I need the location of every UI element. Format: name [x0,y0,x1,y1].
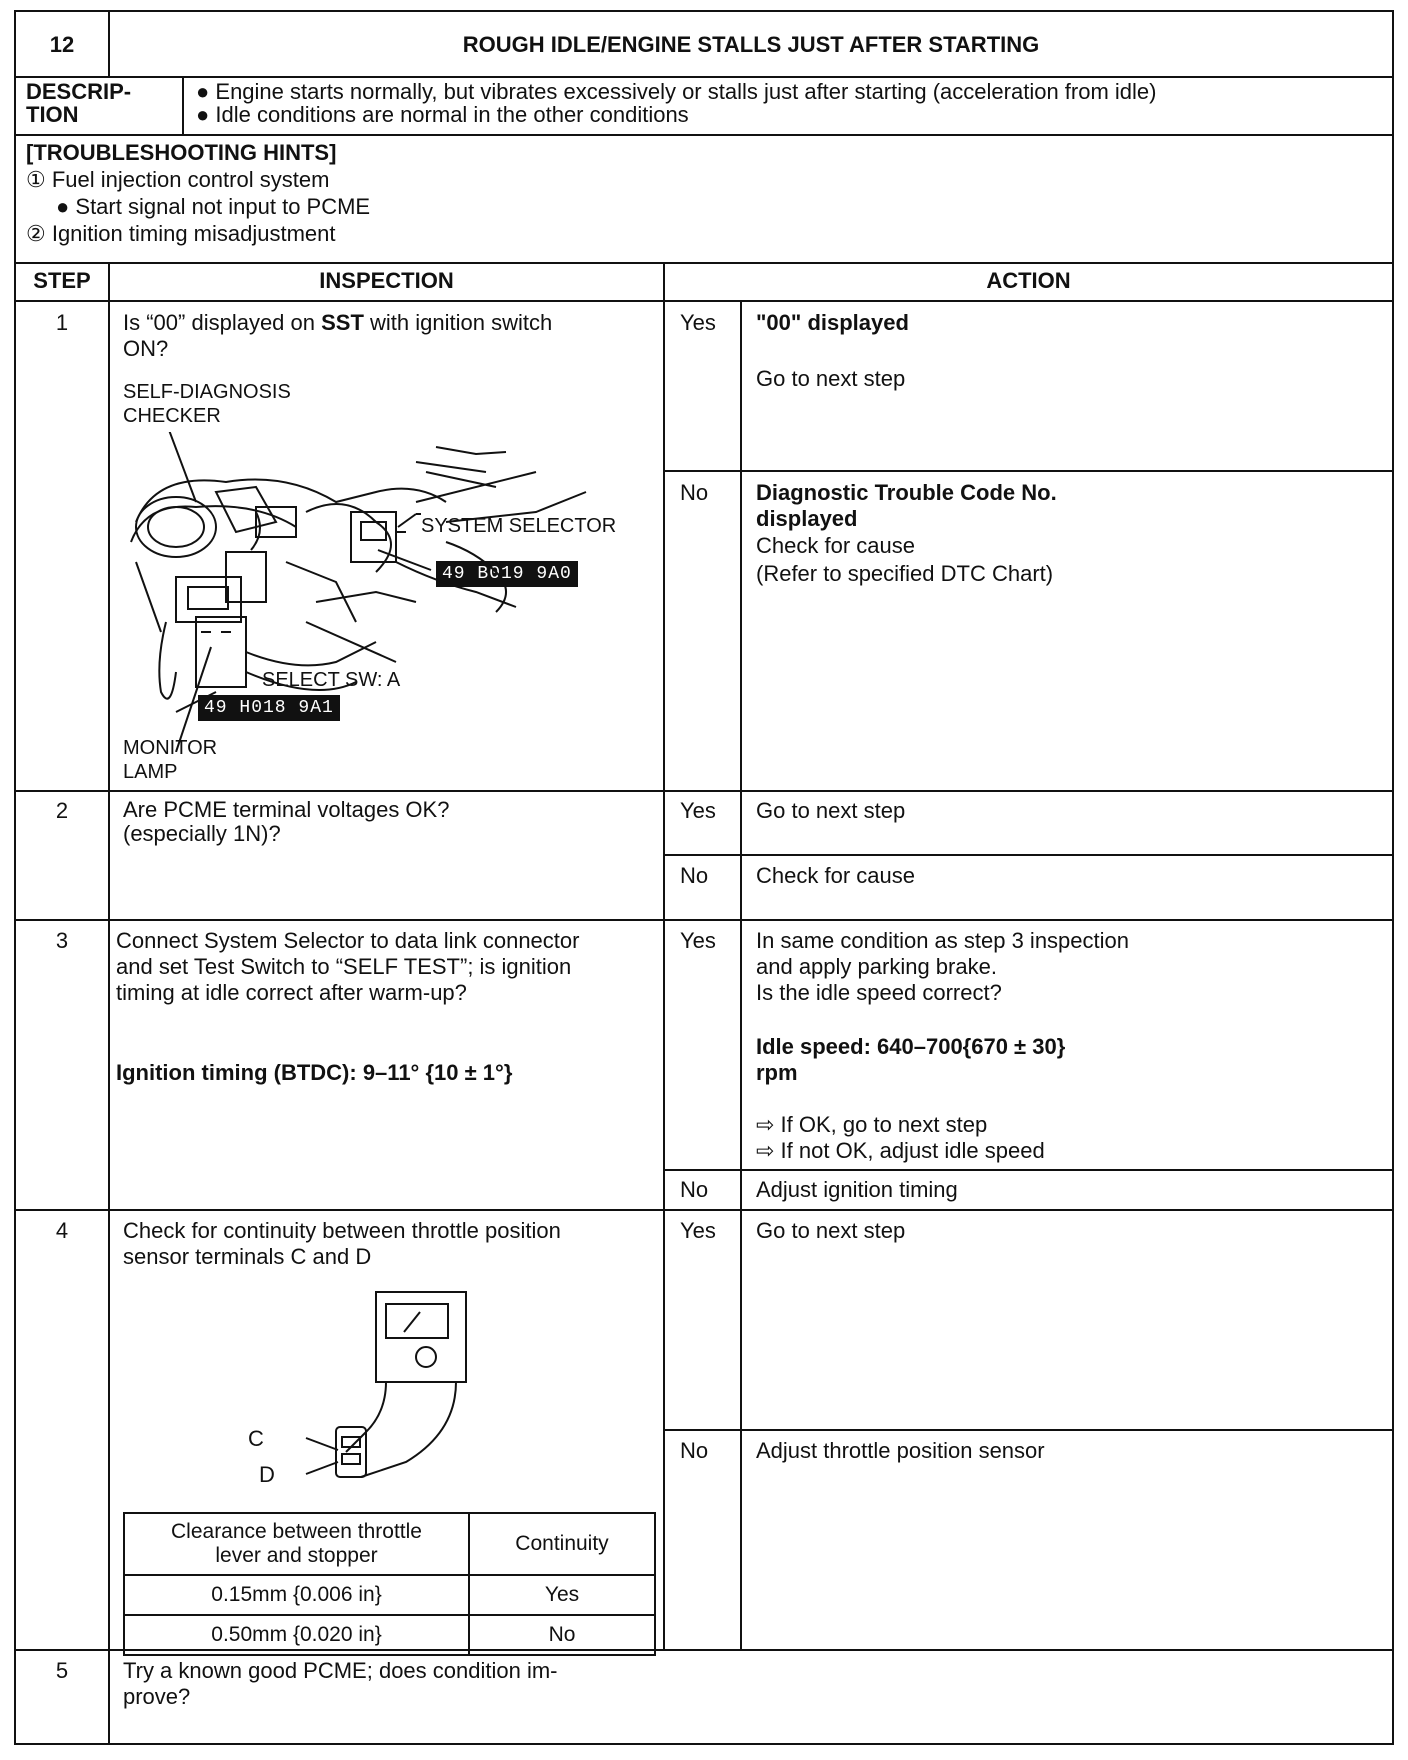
tool-number-tag: 49 H018 9A1 [198,695,340,721]
monitor-lamp-label: MONITOR LAMP [123,737,218,783]
table-header: Continuity [469,1513,655,1575]
answer-no: No [680,480,709,505]
answer-no: No [680,1438,709,1463]
description-item: ● Engine starts normally, but vibrates excessively or stalls just after starting (acceleration from idle) [196,79,1157,104]
action-text: Go to next step [756,1218,906,1243]
action-result: Diagnostic Trouble Code No. displayed [756,480,1057,531]
step-inspection: Are PCME terminal voltages OK? (especially 1N)? [123,797,450,846]
hint-line: ① Fuel injection control system [26,167,330,192]
column-action: ACTION [986,268,1071,293]
step-inspection: Is “00” displayed on SST with ignition switch ON? [123,310,553,361]
action-text: Adjust ignition timing [756,1177,958,1202]
table-cell: Yes [469,1575,655,1615]
hint-line: ② Ignition timing misadjustment [26,221,336,246]
answer-yes: Yes [680,798,716,823]
step-number: 1 [55,310,69,335]
answer-yes: Yes [680,928,716,953]
column-step: STEP [33,268,91,293]
step-number: 2 [55,798,69,823]
terminal-c-label: C [248,1426,264,1451]
engine-bay-illustration [116,432,636,752]
troubleshooting-page [14,10,1394,1745]
answer-yes: Yes [680,310,716,335]
hints-title: [TROUBLESHOOTING HINTS] [26,140,337,165]
table-row [124,1575,655,1615]
action-text: Check for cause [756,863,915,888]
action-notes: ⇨ If OK, go to next step ⇨ If not OK, adjust idle speed [756,1112,1045,1163]
multimeter-illustration [286,1282,476,1492]
description-item: ● Idle conditions are normal in the other conditions [196,102,689,127]
clearance-table [123,1512,656,1656]
action-text: Go to next step [756,798,906,823]
table-cell: No [469,1615,655,1655]
system-selector-label: SYSTEM SELECTOR [421,515,617,537]
step-number: 5 [55,1658,69,1683]
table-header-row [124,1513,655,1575]
step-number: 3 [55,928,69,953]
description-label: DESCRIP- TION [26,79,132,127]
step-inspection: Connect System Selector to data link connector and set Test Switch to “SELF TEST”; is ignition timing at idle correct after warm-up? [116,928,580,1005]
checker-label: SELF-DIAGNOSIS CHECKER [123,381,291,427]
tool-number-tag: 49 B019 9A0 [436,561,578,587]
terminal-d-label: D [259,1462,275,1487]
answer-no: No [680,863,709,888]
section-number: 12 [49,32,75,57]
hint-line: ● Start signal not input to PCME [56,194,371,219]
step-number: 4 [55,1218,69,1243]
sst-label: SST [321,310,364,335]
select-switch-label: SELECT SW: A [262,669,401,691]
idle-speed-spec: Idle speed: 640–700{670 ± 30} rpm [756,1034,1066,1085]
step-inspection: Try a known good PCME; does condition im- prove? [123,1658,558,1709]
page-title: ROUGH IDLE/ENGINE STALLS JUST AFTER STARTING [462,32,1040,57]
table-header: Clearance between throttle lever and stopper [124,1513,469,1575]
table-row [124,1615,655,1655]
table-cell: 0.15mm {0.006 in} [124,1575,469,1615]
action-text: Check for cause (Refer to specified DTC Chart) [756,533,1054,586]
action-text: Adjust throttle position sensor [756,1438,1045,1463]
action-result: "00" displayed [756,310,909,335]
answer-no: No [680,1177,709,1202]
table-cell: 0.50mm {0.020 in} [124,1615,469,1655]
answer-yes: Yes [680,1218,716,1243]
action-text: Go to next step [756,366,906,391]
step-inspection: Check for continuity between throttle position sensor terminals C and D [123,1218,561,1269]
action-text: In same condition as step 3 inspection and apply parking brake. Is the idle speed correct? [756,928,1130,1005]
column-inspection: INSPECTION [319,268,454,293]
ignition-timing-spec: Ignition timing (BTDC): 9–11° {10 ± 1°} [116,1060,513,1085]
